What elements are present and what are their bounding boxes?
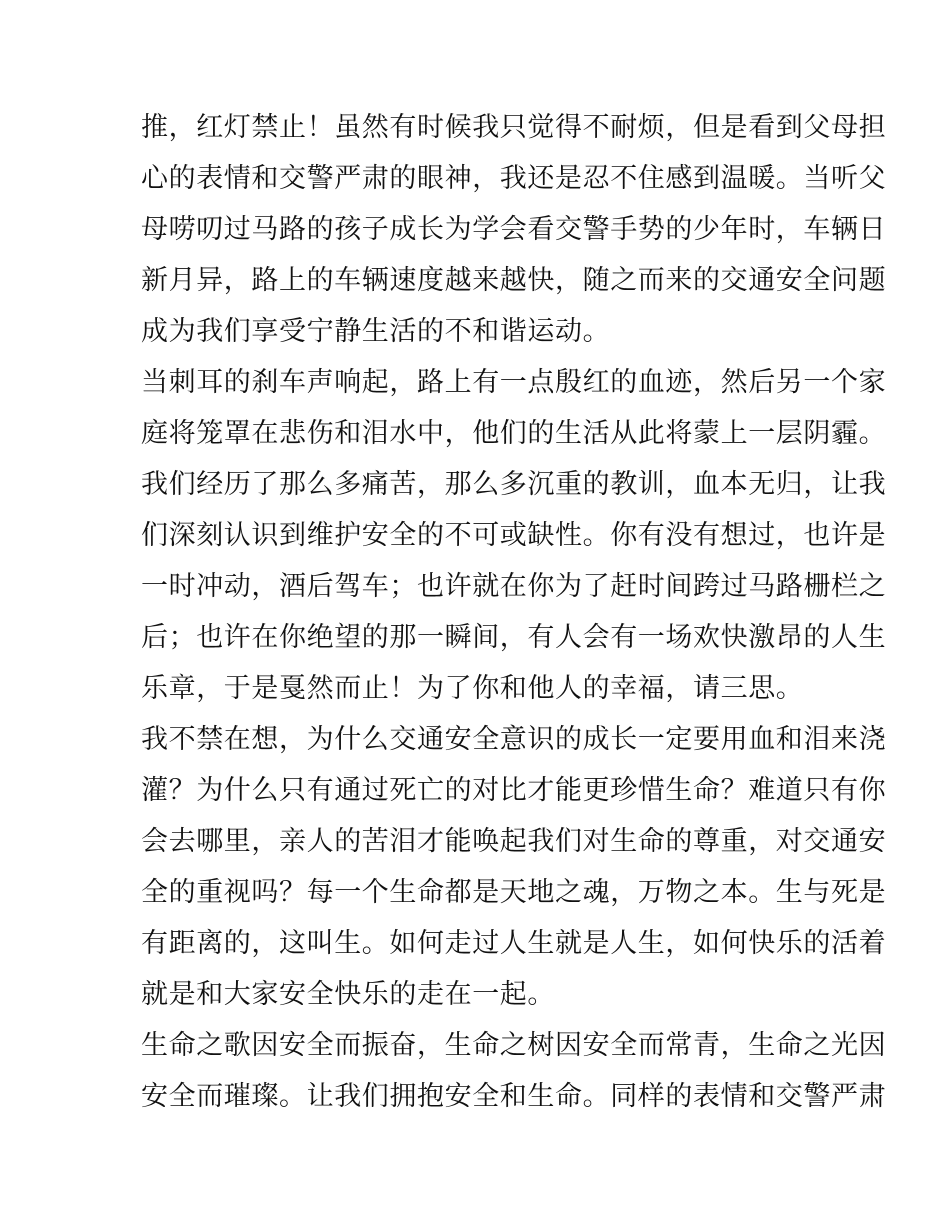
- text-line: 乐章，于是戛然而止！为了你和他人的幸福，请三思。: [141, 673, 804, 704]
- text-line: 就是和大家安全快乐的走在一起。: [141, 979, 555, 1010]
- text-line: 当刺耳的刹车声响起，路上有一点殷红的血迹，然后另一个家: [141, 367, 887, 398]
- text-line: 心的表情和交警严肃的眼神，我还是忍不住感到温暖。当听父: [141, 163, 887, 194]
- text-line: 生命之歌因安全而振奋，生命之树因安全而常青，生命之光因: [141, 1030, 887, 1061]
- text-line: 庭将笼罩在悲伤和泪水中，他们的生活从此将蒙上一层阴霾。: [141, 418, 887, 449]
- text-line: 新月异，路上的车辆速度越来越快，随之而来的交通安全问题: [141, 265, 887, 296]
- text-line: 成为我们享受宁静生活的不和谐运动。: [141, 316, 611, 347]
- text-line: 们深刻认识到维护安全的不可或缺性。你有没有想过，也许是: [141, 520, 887, 551]
- text-line: 全的重视吗？每一个生命都是天地之魂，万物之本。生与死是: [141, 877, 887, 908]
- text-line: 有距离的，这叫生。如何走过人生就是人生，如何快乐的活着: [141, 928, 887, 959]
- text-line: 我们经历了那么多痛苦，那么多沉重的教训，血本无归，让我: [141, 469, 887, 500]
- text-line: 母唠叨过马路的孩子成长为学会看交警手势的少年时，车辆日: [141, 214, 887, 245]
- text-line: 后；也许在你绝望的那一瞬间，有人会有一场欢快激昂的人生: [141, 622, 887, 653]
- text-line: 安全而璀璨。让我们拥抱安全和生命。同样的表情和交警严肃: [141, 1081, 887, 1112]
- text-line: 我不禁在想，为什么交通安全意识的成长一定要用血和泪来浇: [141, 724, 887, 755]
- text-line: 推，红灯禁止！虽然有时候我只觉得不耐烦，但是看到父母担: [141, 112, 887, 143]
- text-line: 会去哪里，亲人的苦泪才能唤起我们对生命的尊重，对交通安: [141, 826, 887, 857]
- text-line: 灌？为什么只有通过死亡的对比才能更珍惜生命？难道只有你: [141, 775, 887, 806]
- text-line: 一时冲动，酒后驾车；也许就在你为了赶时间跨过马路栅栏之: [141, 571, 887, 602]
